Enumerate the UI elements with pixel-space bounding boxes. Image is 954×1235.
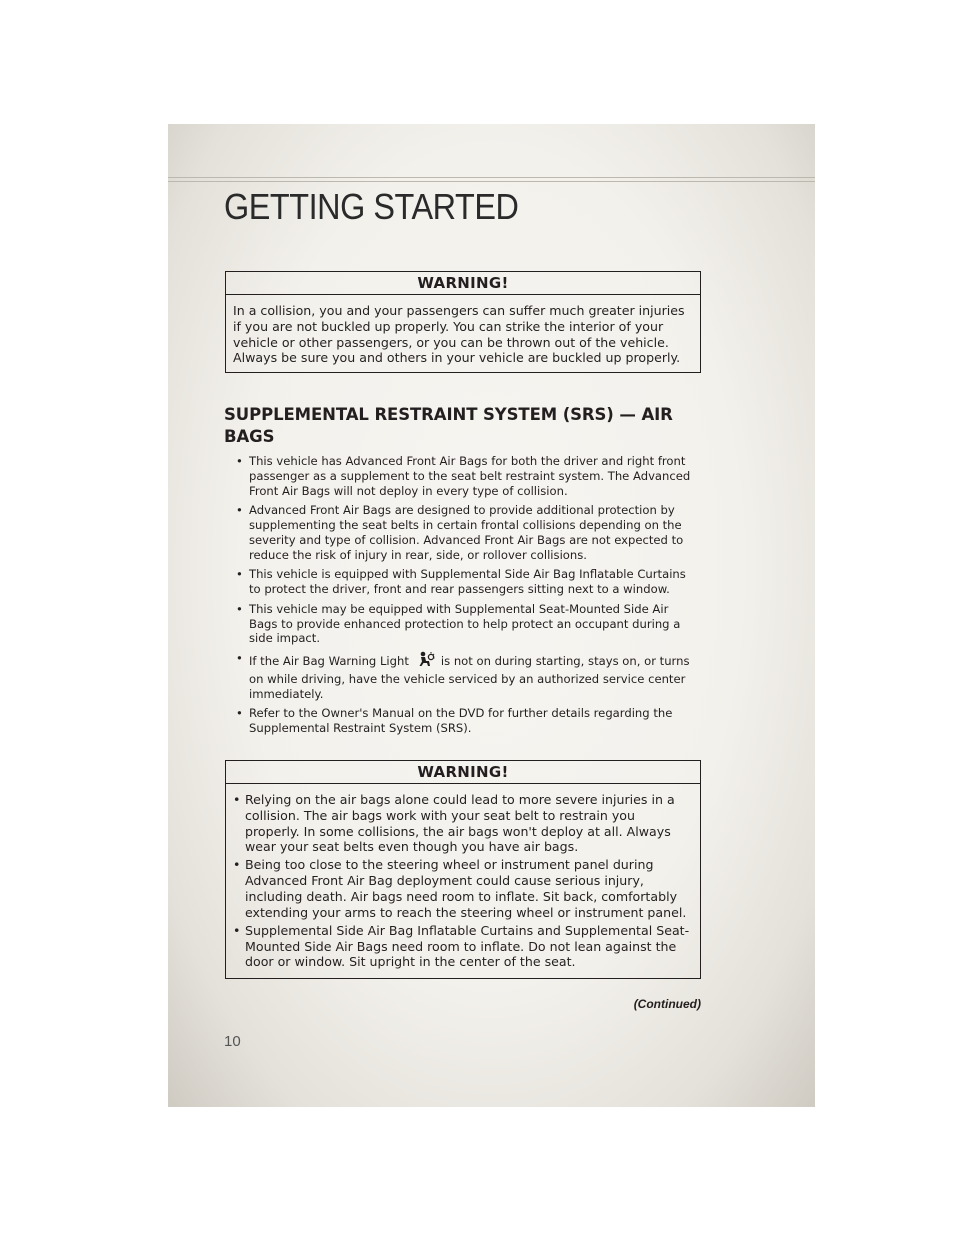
header-rule-top [168, 177, 815, 178]
warning-heading: WARNING! [226, 761, 700, 784]
list-item-warning-light [236, 651, 700, 702]
list-item: • Supplemental Side Air Bag Inflatable Curtains and Supplemental Seat-Mounted Side Air Bags need room to inflate. Do not lean against the door or window. Sit upright in the center of the seat. [233, 923, 692, 970]
warning-light-text-after: is not on during starting, stays on, or turns on while driving, have the vehicle serviced by an authorized service center immediately. [249, 653, 690, 701]
airbag-warning-icon [417, 651, 435, 672]
warning-box-2 [225, 760, 701, 979]
warning-body [226, 784, 700, 978]
manual-page [168, 124, 815, 1107]
warning-heading: WARNING! [226, 272, 700, 295]
list-item: • Relying on the air bags alone could lead to more severe injuries in a collision. The air bags work with your seat belt to restrain you properly. In some collisions, the air bags won't deploy at all. Always wear your seat belts even though you have air bags. [233, 792, 692, 855]
srs-bullet-list [236, 454, 700, 740]
continued-label: (Continued) [633, 997, 701, 1011]
list-item: • Advanced Front Air Bags are designed to provide additional protection by supplementing the seat belts in certain frontal collisions depending on the severity and type of collision. Advanced Front Air Bags are not expected to reduce the risk of injury in rear, side, or rollover collisions. [236, 503, 700, 563]
list-item: • Being too close to the steering wheel or instrument panel during Advanced Front Air Bag deployment could cause serious injury, including death. Air bags need room to inflate. Sit back, comfortably extending your arms to reach the steering wheel or instrument panel. [233, 857, 692, 920]
list-item: • This vehicle has Advanced Front Air Bags for both the driver and right front passenger as a supplement to the seat belt restraint system. The Advanced Front Air Bags will not deploy in every type of collision. [236, 454, 700, 499]
warning-list [233, 792, 692, 970]
section-heading: SUPPLEMENTAL RESTRAINT SYSTEM (SRS) — AIR BAGS [224, 405, 673, 446]
warning-light-text-before: If the Air Bag Warning Light [249, 653, 409, 668]
chapter-title: GETTING STARTED [224, 186, 519, 227]
list-item: • This vehicle is equipped with Supplemental Side Air Bag Inflatable Curtains to protect the driver, front and rear passengers sitting next to a window. [236, 567, 700, 597]
warning-text: In a collision, you and your passengers can suffer much greater injuries if you are not buckled up properly. You can strike the interior of your vehicle or other passengers, or you can be thrown out of the vehicle. Always be sure you and others in your vehicle are buckled up properly. [233, 303, 685, 366]
page-number: 10 [224, 1033, 241, 1050]
warning-box-1 [225, 271, 701, 373]
header-rule-bottom [168, 181, 815, 182]
list-item: • Refer to the Owner's Manual on the DVD for further details regarding the Supplemental Restraint System (SRS). [236, 706, 700, 736]
list-item: • This vehicle may be equipped with Supplemental Seat-Mounted Side Air Bags to provide enhanced protection to help protect an occupant during a side impact. [236, 602, 700, 647]
